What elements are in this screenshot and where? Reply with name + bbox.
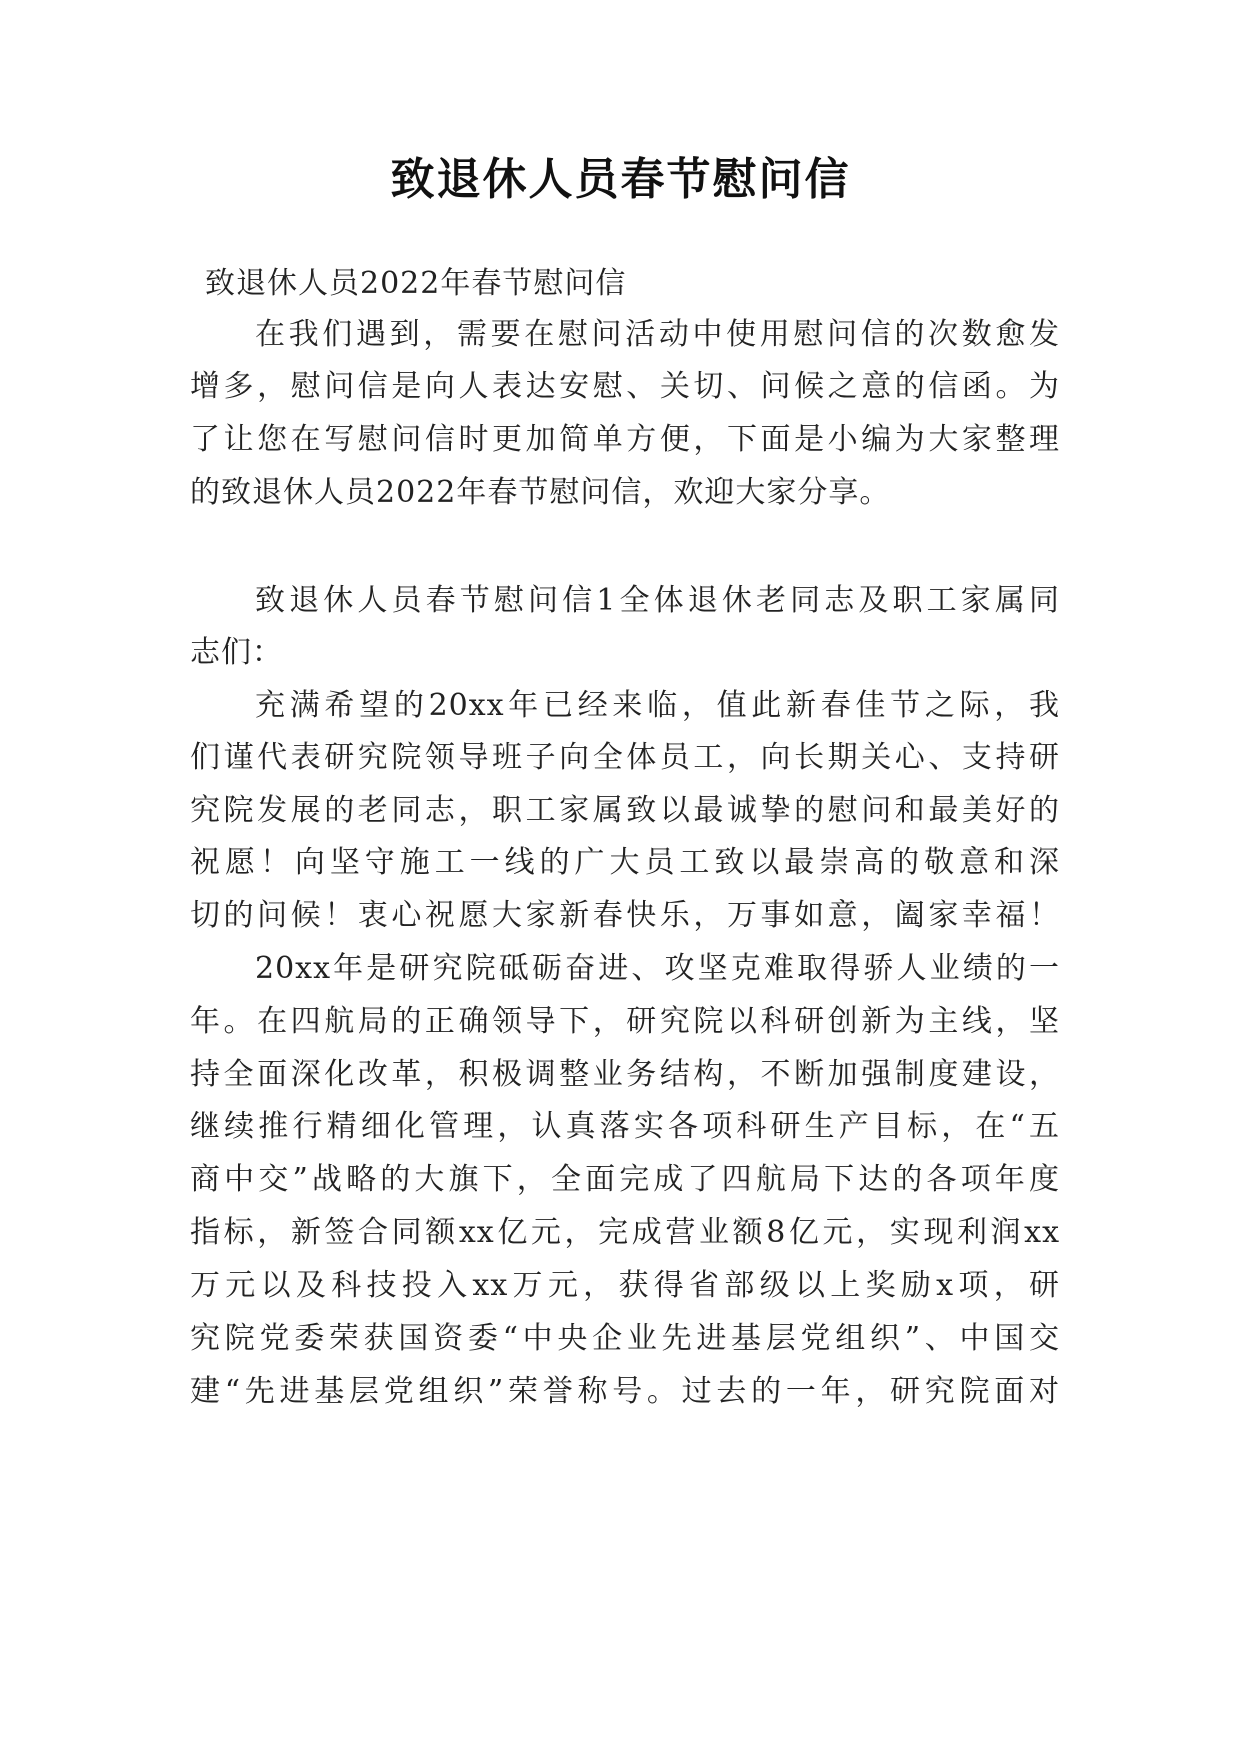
paragraph-line: 们谨代表研究院领导班子向全体员工，向长期关心、支持研 bbox=[190, 740, 1060, 775]
paragraph-line: 究院发展的老同志，职工家属致以最诚挚的慰问和最美好的 bbox=[190, 793, 1060, 828]
paragraph-line: 在我们遇到，需要在慰问活动中使用慰问信的次数愈发 bbox=[255, 317, 1060, 352]
paragraph-line: 了让您在写慰问信时更加简单方便，下面是小编为大家整理 bbox=[190, 422, 1060, 457]
paragraph-line: 究院党委荣获国资委“中央企业先进基层党组织”、中国交 bbox=[190, 1321, 1060, 1356]
paragraph-line: 增多，慰问信是向人表达安慰、关切、问候之意的信函。为 bbox=[190, 369, 1060, 404]
paragraph-line: 充满希望的20xx年已经来临，值此新春佳节之际，我 bbox=[255, 688, 1060, 723]
document-title: 致退休人员春节慰问信 bbox=[390, 154, 851, 205]
paragraph-line: 持全面深化改革，积极调整业务结构，不断加强制度建设， bbox=[190, 1057, 1060, 1092]
paragraph-line: 的致退休人员2022年春节慰问信，欢迎大家分享。 bbox=[190, 475, 891, 510]
paragraph-line: 祝愿！向坚守施工一线的广大员工致以最崇高的敬意和深 bbox=[190, 845, 1060, 880]
paragraph-line: 商中交”战略的大旗下，全面完成了四航局下达的各项年度 bbox=[190, 1162, 1060, 1197]
paragraph-line: 志们： bbox=[190, 635, 283, 670]
paragraph-line: 致退休人员春节慰问信1全体退休老同志及职工家属同 bbox=[255, 583, 1060, 618]
document-subtitle-line: 致退休人员2022年春节慰问信 bbox=[205, 266, 627, 301]
paragraph-line: 建“先进基层党组织”荣誉称号。过去的一年，研究院面对 bbox=[190, 1374, 1060, 1409]
paragraph-line: 切的问候！衷心祝愿大家新春快乐，万事如意，阖家幸福！ bbox=[190, 898, 1060, 933]
paragraph-line: 20xx年是研究院砥砺奋进、攻坚克难取得骄人业绩的一 bbox=[255, 951, 1060, 986]
paragraph-line: 万元以及科技投入xx万元，获得省部级以上奖励x项，研 bbox=[190, 1268, 1060, 1303]
paragraph-line: 年。在四航局的正确领导下，研究院以科研创新为主线，坚 bbox=[190, 1004, 1060, 1039]
paragraph-line: 指标，新签合同额xx亿元，完成营业额8亿元，实现利润xx bbox=[190, 1215, 1060, 1250]
paragraph-line: 继续推行精细化管理，认真落实各项科研生产目标，在“五 bbox=[190, 1109, 1060, 1144]
